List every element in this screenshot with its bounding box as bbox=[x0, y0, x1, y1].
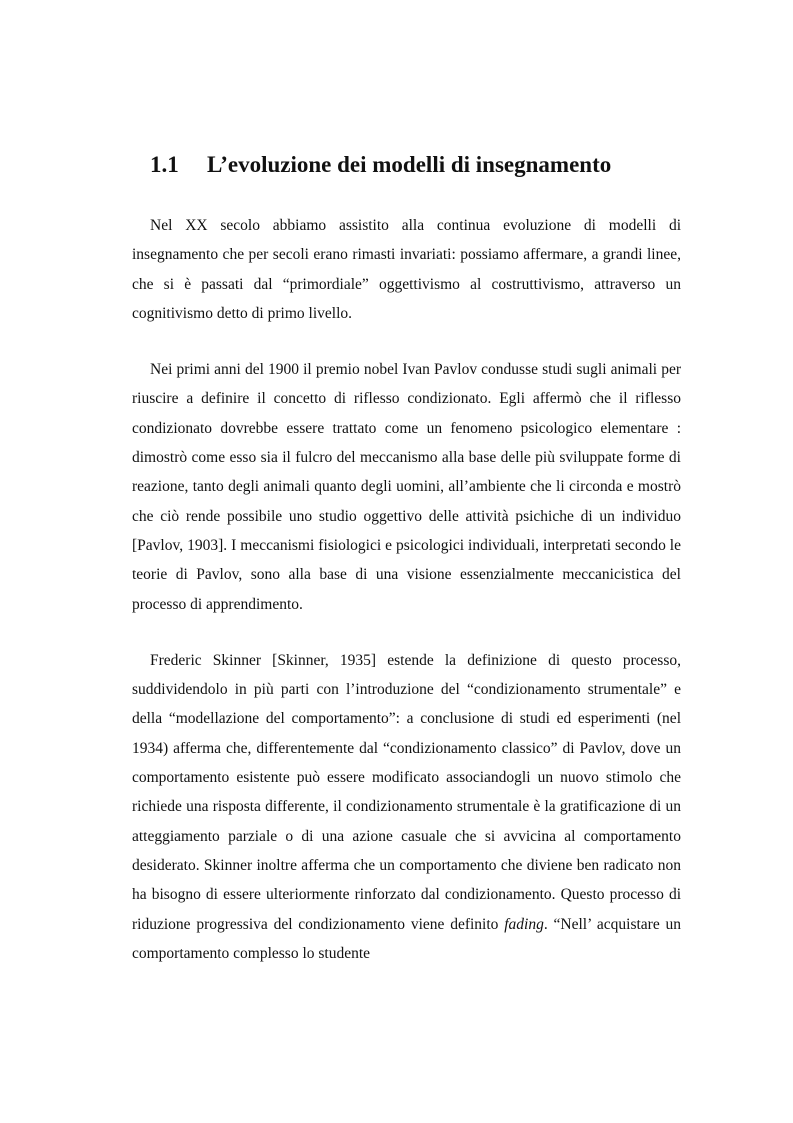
body-text bbox=[132, 211, 681, 995]
section-title: L’evoluzione dei modelli di insegnamento bbox=[207, 152, 612, 177]
paragraph-skinner bbox=[132, 646, 681, 968]
paragraph-modelli: Nel XX secolo abbiamo assistito alla continua evoluzione di modelli di insegnamento che per secoli erano rimasti invariati: possiamo affermare, a grandi linee, che si è passati dal “primordiale” oggettivismo al costruttivismo, attraverso un cognitivismo detto di primo livello. bbox=[132, 217, 681, 322]
fading-term: fading bbox=[504, 915, 544, 933]
paragraph-pavlov: Nei primi anni del 1900 il premio nobel Ivan Pavlov condusse studi sugli animali per riuscire a definire il concetto di riflesso condizionato. Egli affermò che il riflesso condizionato dovrebbe essere trattato come un fenomeno psicologico elementare : dimostrò come esso sia il fulcro del meccanismo alla base delle più sviluppate forme di reazione, tanto degli animali quanto degli uomini, all’ambiente che li circonda e mostrò che ciò rende possibile uno studio oggettivo delle attività psichiche di un individuo [Pavlov, 1903]. I meccanismi fisiologici e psicologici individuali, interpretati secondo le teorie di Pavlov, sono alla base di una visione essenzialmente meccanicistica del processo di apprendimento. bbox=[132, 361, 681, 613]
paragraph-skinner-continuation: . “Nell’ acquistare un comportamento complesso lo studente bbox=[132, 915, 682, 962]
paragraph-skinner-text: Frederic Skinner [Skinner, 1935] estende la definizione di questo processo, suddividendolo in più parti con l’introduzione del “condizionamento strumentale” e della “modellazione del comportamento”: a conclusione di studi ed esperimenti (nel 1934) afferma che, differentemente dal “condizionamento classico” di Pavlov, dove un comportamento esistente può essere modificato associandogli un nuovo stimolo che richiede una risposta differente, il condizionamento strumentale è la gratificazione di un atteggiamento parziale o di una azione casuale che si avvicina al comportamento desiderato. Skinner inoltre afferma che un comportamento che diviene ben radicato non ha bisogno di essere ulteriormente rinforzato dal condizionamento. Questo processo di riduzione progressiva del condizionamento viene definito bbox=[132, 651, 681, 933]
section-number: 1.1 bbox=[150, 152, 179, 177]
section-heading bbox=[150, 148, 710, 182]
